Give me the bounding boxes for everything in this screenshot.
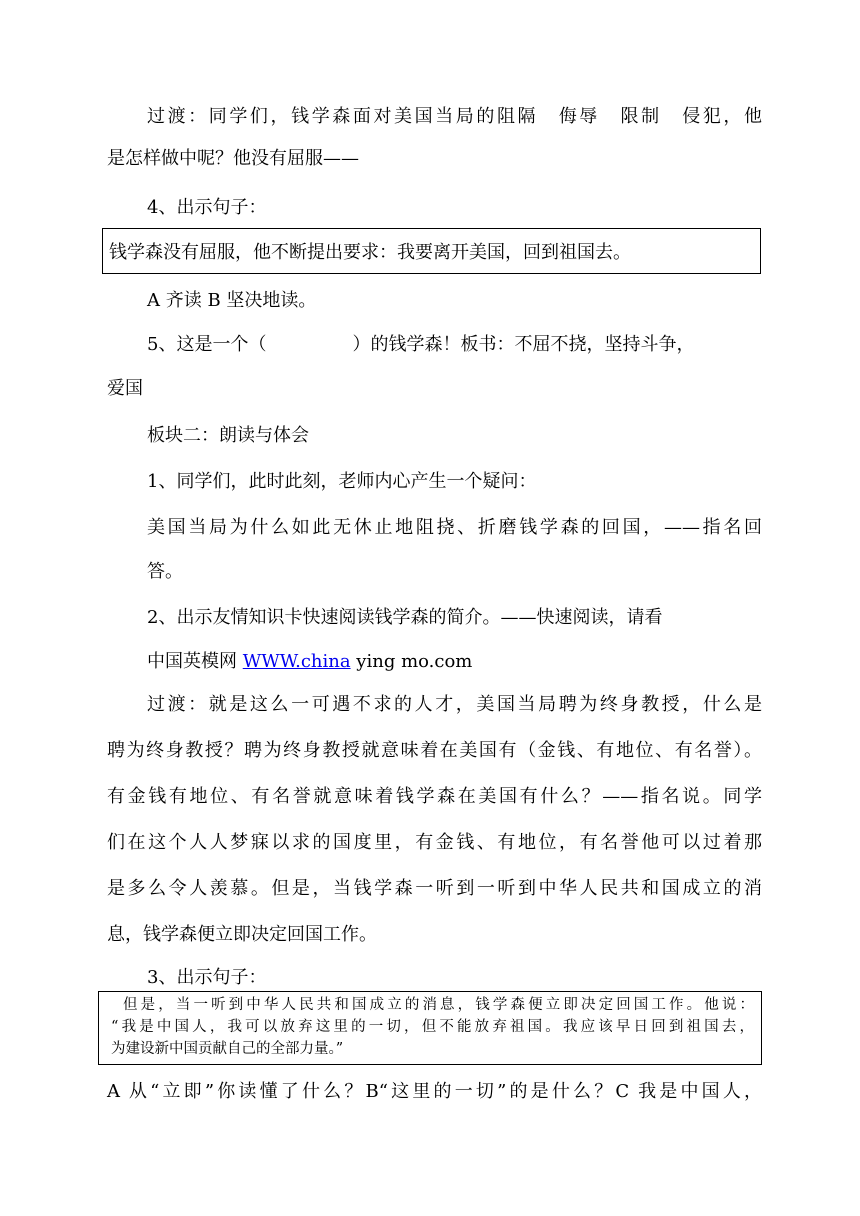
step-2-knowledge-card: 2、出示友情知识卡快速阅读钱学森的简介。——快速阅读，请看	[147, 607, 663, 628]
question-line-2: 答。	[147, 561, 183, 582]
transition-2-line-4: 们在这个人人梦寐以求的国度里，有金钱、有地位，有名誉他可以过着那	[107, 832, 762, 853]
transition-2-line-3: 有金钱有地位、有名誉就意味着钱学森在美国有什么？——指名说。同学	[107, 786, 762, 807]
quote-box-1-text: 钱学森没有屈服，他不断提出要求：我要离开美国，回到祖国去。	[109, 242, 631, 263]
quote-box-2	[98, 991, 762, 1065]
quote-box-1	[102, 228, 761, 274]
transition-paragraph-line-2: 是怎样做中呢？他没有屈服——	[107, 148, 359, 169]
step-5-suffix: ）的钱学森！板书：不屈不挠，坚持斗争，	[352, 334, 695, 355]
website-suffix: ying mo.com	[350, 651, 473, 672]
step-5-line-2: 爱国	[107, 378, 143, 399]
quote-box-2-line-1: 但是，当一听到中华人民共和国成立的消息，钱学森便立即决定回国工作。他说：	[123, 997, 754, 1013]
quote-box-2-line-2: “我是中国人，我可以放弃这里的一切，但不能放弃祖国。我应该早日回到祖国去，	[111, 1019, 754, 1035]
reading-instruction: A 齐读 B 坚决地读。	[147, 290, 317, 311]
transition-paragraph-line-1: 过渡：同学们，钱学森面对美国当局的阻隔 侮辱 限制 侵犯，他	[147, 106, 762, 127]
website-link[interactable]: WWW.china	[242, 651, 351, 672]
questions-line: A 从“立即”你读懂了什么？B“这里的一切”的是什么？C 我是中国人，	[107, 1081, 762, 1102]
step-4-heading: 4、出示句子：	[147, 197, 267, 218]
step-1-question: 1、同学们，此时此刻，老师内心产生一个疑问：	[147, 471, 537, 492]
question-line-1: 美国当局为什么如此无休止地阻挠、折磨钱学森的回国，——指名回	[147, 517, 762, 538]
quote-box-2-line-3: 为建设新中国贡献自己的全部力量。”	[111, 1041, 344, 1057]
website-label: 中国英模网	[147, 651, 243, 672]
transition-2-line-1: 过渡：就是这么一可遇不求的人才，美国当局聘为终身教授，什么是	[147, 694, 762, 715]
step-5-line-1	[107, 333, 762, 357]
step-5-prefix: 5、这是一个（	[147, 334, 267, 355]
transition-2-line-6: 息，钱学森便立即决定回国工作。	[107, 924, 377, 945]
website-line	[147, 650, 762, 674]
transition-2-line-5: 是多么令人羡慕。但是，当钱学森一听到一听到中华人民共和国成立的消	[107, 878, 762, 899]
transition-2-line-2: 聘为终身教授？聘为终身教授就意味着在美国有（金钱、有地位、有名誉）。	[107, 740, 762, 761]
section-2-heading: 板块二：朗读与体会	[147, 425, 309, 446]
step-3-heading: 3、出示句子：	[147, 967, 267, 988]
